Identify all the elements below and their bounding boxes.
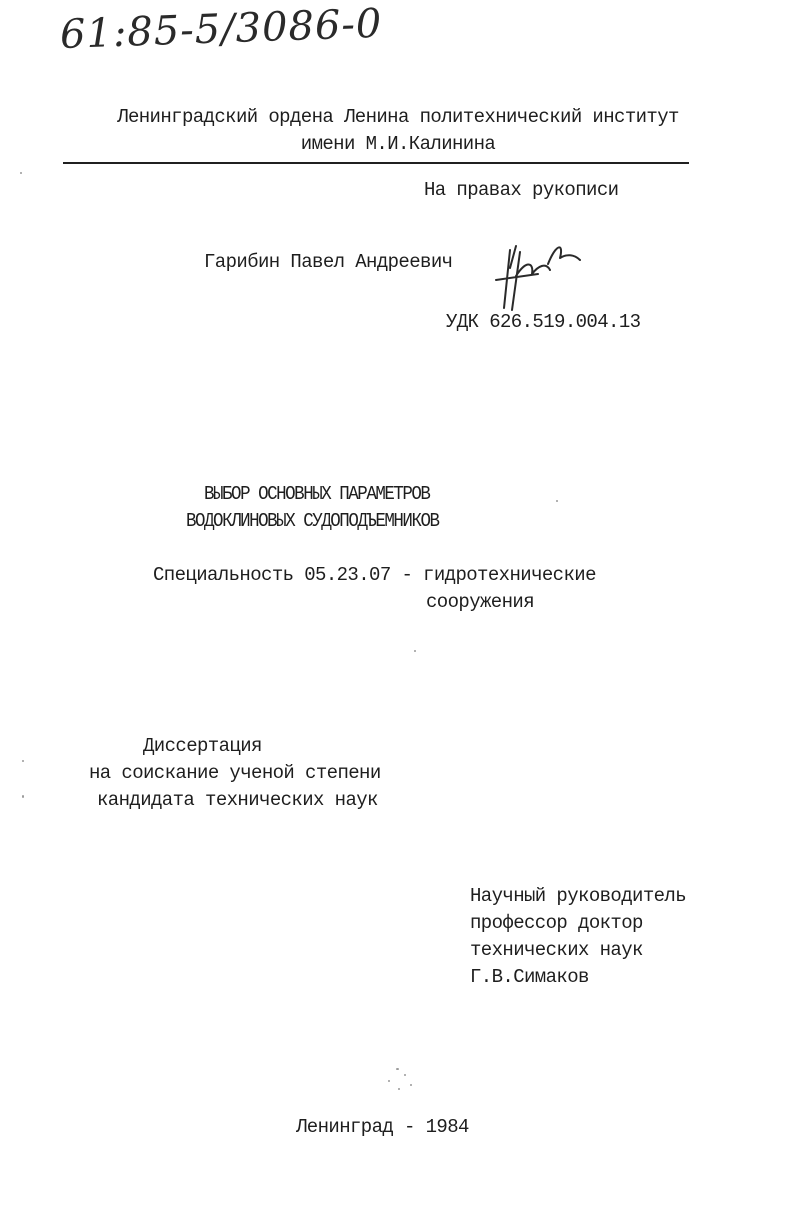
institution-line-2: имени М.И.Калинина (300, 133, 496, 155)
supervisor-line-1: Научный руководитель (470, 885, 687, 907)
scan-speck (556, 500, 558, 502)
institution-line-1: Ленинградский ордена Ленина политехнический институт (117, 106, 679, 128)
scan-speck (414, 650, 416, 652)
handwritten-catalog-number: 61:85-5/3086-0 (59, 0, 384, 58)
udk-code: УДК 626.519.004.13 (446, 311, 641, 333)
scan-speck (410, 1084, 412, 1086)
city-year: Ленинград - 1984 (296, 1116, 469, 1138)
dissertation-line-1: Диссертация (143, 735, 262, 757)
supervisor-line-4: Г.В.Симаков (470, 966, 589, 988)
scan-speck (20, 172, 22, 174)
signature-icon (490, 240, 590, 320)
scan-speck (22, 795, 24, 798)
header-divider (63, 162, 689, 164)
specialty-line-2: сооружения (426, 591, 535, 613)
title-line-2: ВОДОКЛИНОВЫХ СУДОПОДЪЕМНИКОВ (186, 510, 439, 532)
supervisor-line-2: профессор доктор (470, 912, 643, 934)
dissertation-line-2: на соискание ученой степени (89, 762, 381, 784)
scan-speck (22, 760, 24, 762)
scan-speck (404, 1074, 406, 1076)
dissertation-line-3: кандидата технических наук (97, 789, 378, 811)
author-name: Гарибин Павел Андреевич (204, 251, 453, 273)
scan-speck (388, 1080, 390, 1082)
rights-note: На правах рукописи (424, 179, 619, 201)
supervisor-line-3: технических наук (470, 939, 643, 961)
scan-speck (398, 1088, 400, 1090)
title-line-1: ВЫБОР ОСНОВНЫХ ПАРАМЕТРОВ (204, 483, 430, 505)
specialty-line-1: Специальность 05.23.07 - гидротехнические (153, 564, 596, 586)
scan-speck (396, 1068, 399, 1070)
